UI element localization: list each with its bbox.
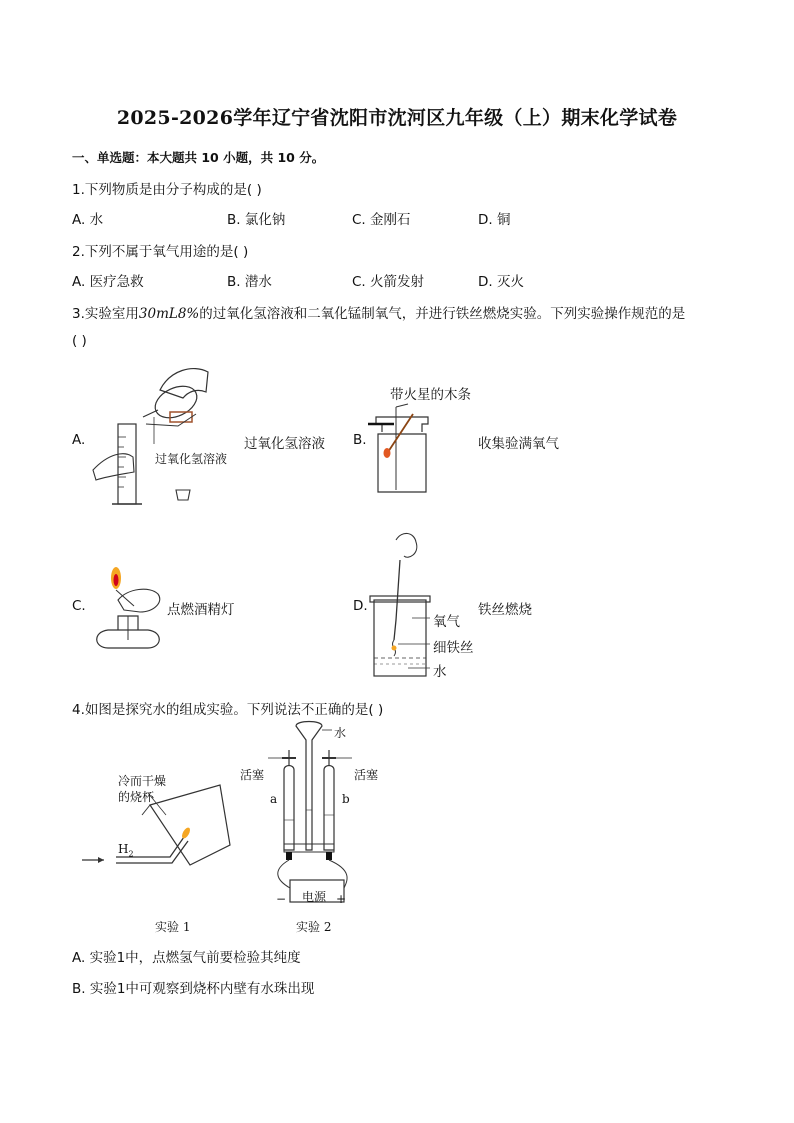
- option-d-label-water: 水: [433, 664, 447, 680]
- exp1-gas-label: [118, 842, 134, 858]
- option-d-letter: D.: [353, 598, 368, 614]
- question-2-stem: 2.下列不属于氧气用途的是( ): [72, 244, 249, 260]
- option-a-caption: 过氧化氢溶液: [244, 436, 325, 452]
- option-d-label-oxygen: 氧气: [433, 614, 460, 630]
- option-c-letter: C.: [72, 598, 86, 614]
- question-4-option-b: B. 实验1中可观察到烧杯内壁有水珠出现: [72, 981, 315, 997]
- question-3-stem: [72, 302, 685, 322]
- gas-bottle-figure: [368, 402, 438, 497]
- option-b-top-label: 带火星的木条: [390, 387, 471, 403]
- question-1-option-c: C. 金刚石: [352, 212, 411, 228]
- exp2-label-b: b: [342, 792, 350, 806]
- question-2-option-d: D. 灭火: [478, 274, 524, 290]
- question-1-option-a: A. 水: [72, 212, 104, 228]
- option-d-label-iron-wire: 细铁丝: [433, 640, 474, 656]
- exp2-caption: 实验 2: [296, 920, 332, 934]
- question-3-stem-pre: 3.实验室用: [72, 306, 139, 322]
- exp1-gas-subscript: 2: [128, 849, 134, 859]
- question-4-stem: 4.如图是探究水的组成实验。下列说法不正确的是( ): [72, 702, 384, 718]
- option-a-inner-label: 过氧化氢溶液: [155, 452, 228, 466]
- exp1-beaker-label-line2: 的烧杯: [118, 790, 155, 804]
- question-2-option-a: A. 医疗急救: [72, 274, 144, 290]
- exp1-caption: 实验 1: [155, 920, 191, 934]
- exp1-beaker-label-line1: 冷而干燥: [118, 774, 167, 788]
- exp2-minus-sign: −: [276, 892, 287, 906]
- option-b-letter: B.: [353, 432, 367, 448]
- question-4-option-a: A. 实验1中，点燃氢气前要检验其纯度: [72, 950, 301, 966]
- option-d-caption: 铁丝燃烧: [478, 602, 532, 618]
- hydrogen-burning-figure: [80, 775, 240, 875]
- exp1-gas-symbol: H: [118, 842, 129, 856]
- question-3-stem-post: 的过氧化氢溶液和二氧化锰制氧气，并进行铁丝燃烧实验。下列实验操作规范的是: [199, 306, 686, 322]
- question-2-option-b: B. 潜水: [227, 274, 272, 290]
- option-c-caption: 点燃酒精灯: [167, 602, 235, 618]
- option-b-caption: 收集验满氧气: [478, 436, 559, 452]
- option-a-letter: A.: [72, 432, 86, 448]
- exp2-water-label: 水: [334, 726, 347, 740]
- electrolysis-apparatus-figure: [262, 720, 372, 910]
- question-3-stem-end: ( ): [72, 333, 87, 349]
- question-1-option-d: D. 铜: [478, 212, 511, 228]
- question-1-stem: 1.下列物质是由分子构成的是( ): [72, 182, 262, 198]
- exp2-label-a: a: [270, 792, 278, 806]
- exp2-plus-sign: +: [336, 892, 347, 906]
- page-title: 2025-2026学年辽宁省沈阳市沈河区九年级（上）期末化学试卷: [116, 107, 678, 129]
- exp2-valve-left-label: 活塞: [240, 768, 265, 782]
- question-2-option-c: C. 火箭发射: [352, 274, 425, 290]
- section-heading: 一、单选题：本大题共 10 小题，共 10 分。: [72, 150, 325, 165]
- exp2-valve-right-label: 活塞: [354, 768, 379, 782]
- alcohol-lamp-figure: [88, 560, 168, 652]
- question-1-option-b: B. 氯化钠: [227, 212, 286, 228]
- pouring-liquid-figure: [88, 362, 238, 512]
- question-3-quantity: 30mL8%: [138, 306, 200, 322]
- iron-wire-burning-figure: [368, 530, 478, 680]
- exp2-power-supply-label: 电源: [302, 890, 327, 904]
